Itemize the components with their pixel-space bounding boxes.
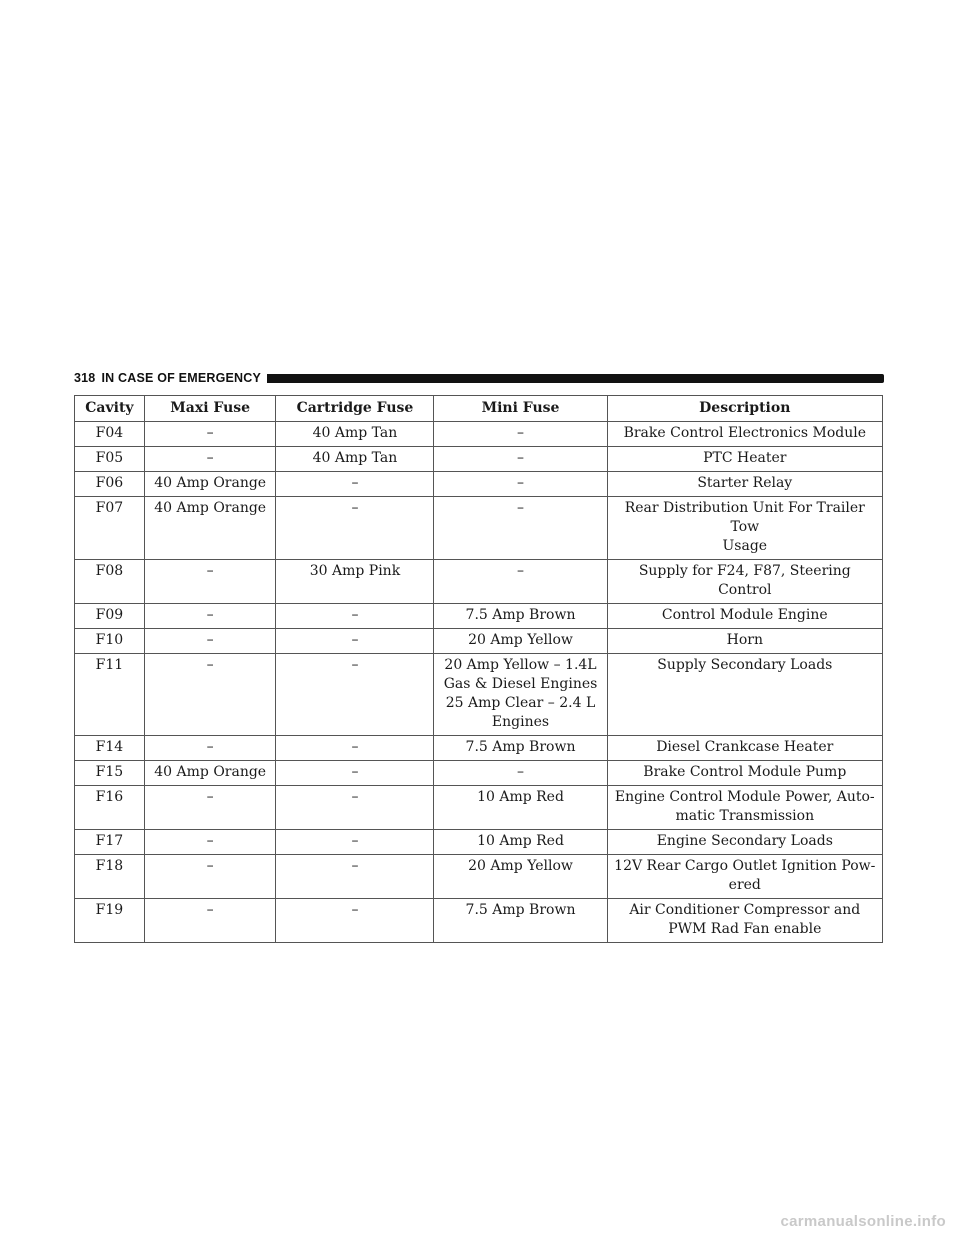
cell-maxi-fuse: – xyxy=(144,629,276,654)
cell-description: Engine Secondary Loads xyxy=(607,830,882,855)
page-number: 318 xyxy=(74,371,96,385)
cell-cavity: F09 xyxy=(75,604,145,629)
cell-cartridge-fuse: – xyxy=(276,497,434,560)
cell-description: Supply Secondary Loads xyxy=(607,654,882,736)
cell-mini-fuse: 20 Amp Yellow – 1.4L Gas & Diesel Engines 25 Amp Clear – 2.4 L Engines xyxy=(434,654,607,736)
cell-description: Supply for F24, F87, Steering Control xyxy=(607,560,882,604)
cell-maxi-fuse: 40 Amp Orange xyxy=(144,497,276,560)
table-row xyxy=(75,786,883,830)
header-rule xyxy=(267,374,884,383)
cell-cartridge-fuse: 30 Amp Pink xyxy=(276,560,434,604)
table-header-row xyxy=(75,396,883,422)
cell-cavity: F10 xyxy=(75,629,145,654)
cell-mini-fuse: 20 Amp Yellow xyxy=(434,629,607,654)
table-row xyxy=(75,899,883,943)
cell-description: 12V Rear Cargo Outlet Ignition Pow- ered xyxy=(607,855,882,899)
cell-description: Air Conditioner Compressor and PWM Rad Fan enable xyxy=(607,899,882,943)
cell-mini-fuse: 7.5 Amp Brown xyxy=(434,899,607,943)
cell-cavity: F19 xyxy=(75,899,145,943)
cell-cavity: F04 xyxy=(75,422,145,447)
table-row xyxy=(75,761,883,786)
cell-cavity: F18 xyxy=(75,855,145,899)
cell-cartridge-fuse: – xyxy=(276,472,434,497)
cell-maxi-fuse: – xyxy=(144,830,276,855)
table-row xyxy=(75,472,883,497)
cell-mini-fuse: – xyxy=(434,761,607,786)
cell-maxi-fuse: 40 Amp Orange xyxy=(144,761,276,786)
table-row xyxy=(75,855,883,899)
table-row xyxy=(75,560,883,604)
col-header-cavity: Cavity xyxy=(75,396,145,422)
cell-description: PTC Heater xyxy=(607,447,882,472)
table-row xyxy=(75,422,883,447)
cell-mini-fuse: – xyxy=(434,497,607,560)
cell-cavity: F05 xyxy=(75,447,145,472)
cell-mini-fuse: – xyxy=(434,422,607,447)
cell-mini-fuse: 7.5 Amp Brown xyxy=(434,604,607,629)
cell-description: Brake Control Electronics Module xyxy=(607,422,882,447)
cell-cartridge-fuse: – xyxy=(276,736,434,761)
cell-cartridge-fuse: 40 Amp Tan xyxy=(276,447,434,472)
cell-cartridge-fuse: 40 Amp Tan xyxy=(276,422,434,447)
cell-description: Diesel Crankcase Heater xyxy=(607,736,882,761)
page-header xyxy=(74,369,884,387)
table-row xyxy=(75,736,883,761)
cell-cartridge-fuse: – xyxy=(276,830,434,855)
col-header-cartridge-fuse: Cartridge Fuse xyxy=(276,396,434,422)
cell-mini-fuse: 10 Amp Red xyxy=(434,830,607,855)
cell-description: Horn xyxy=(607,629,882,654)
cell-maxi-fuse: – xyxy=(144,604,276,629)
cell-cavity: F15 xyxy=(75,761,145,786)
cell-mini-fuse: 20 Amp Yellow xyxy=(434,855,607,899)
cell-maxi-fuse: – xyxy=(144,899,276,943)
cell-maxi-fuse: – xyxy=(144,736,276,761)
cell-mini-fuse: – xyxy=(434,447,607,472)
cell-description: Engine Control Module Power, Auto- matic Transmission xyxy=(607,786,882,830)
cell-cartridge-fuse: – xyxy=(276,899,434,943)
col-header-description: Description xyxy=(607,396,882,422)
cell-mini-fuse: – xyxy=(434,560,607,604)
fuse-table xyxy=(74,395,883,943)
cell-cavity: F17 xyxy=(75,830,145,855)
cell-cartridge-fuse: – xyxy=(276,855,434,899)
table-row xyxy=(75,654,883,736)
cell-maxi-fuse: – xyxy=(144,654,276,736)
table-row xyxy=(75,497,883,560)
cell-cavity: F07 xyxy=(75,497,145,560)
cell-description: Rear Distribution Unit For Trailer Tow Usage xyxy=(607,497,882,560)
cell-maxi-fuse: – xyxy=(144,422,276,447)
cell-cartridge-fuse: – xyxy=(276,761,434,786)
table-row xyxy=(75,629,883,654)
cell-description: Starter Relay xyxy=(607,472,882,497)
cell-description: Brake Control Module Pump xyxy=(607,761,882,786)
fuse-table-body xyxy=(75,422,883,943)
cell-cavity: F08 xyxy=(75,560,145,604)
cell-cavity: F16 xyxy=(75,786,145,830)
cell-maxi-fuse: – xyxy=(144,447,276,472)
cell-cartridge-fuse: – xyxy=(276,654,434,736)
table-row xyxy=(75,447,883,472)
cell-cartridge-fuse: – xyxy=(276,604,434,629)
cell-maxi-fuse: – xyxy=(144,855,276,899)
cell-maxi-fuse: – xyxy=(144,786,276,830)
cell-description: Control Module Engine xyxy=(607,604,882,629)
table-row xyxy=(75,604,883,629)
cell-mini-fuse: – xyxy=(434,472,607,497)
section-title: IN CASE OF EMERGENCY xyxy=(101,371,262,385)
cell-mini-fuse: 10 Amp Red xyxy=(434,786,607,830)
col-header-mini-fuse: Mini Fuse xyxy=(434,396,607,422)
cell-cavity: F06 xyxy=(75,472,145,497)
cell-maxi-fuse: 40 Amp Orange xyxy=(144,472,276,497)
cell-mini-fuse: 7.5 Amp Brown xyxy=(434,736,607,761)
table-row xyxy=(75,830,883,855)
col-header-maxi-fuse: Maxi Fuse xyxy=(144,396,276,422)
cell-cartridge-fuse: – xyxy=(276,629,434,654)
watermark: carmanualsonline.info xyxy=(780,1213,946,1230)
cell-maxi-fuse: – xyxy=(144,560,276,604)
cell-cavity: F11 xyxy=(75,654,145,736)
cell-cartridge-fuse: – xyxy=(276,786,434,830)
cell-cavity: F14 xyxy=(75,736,145,761)
